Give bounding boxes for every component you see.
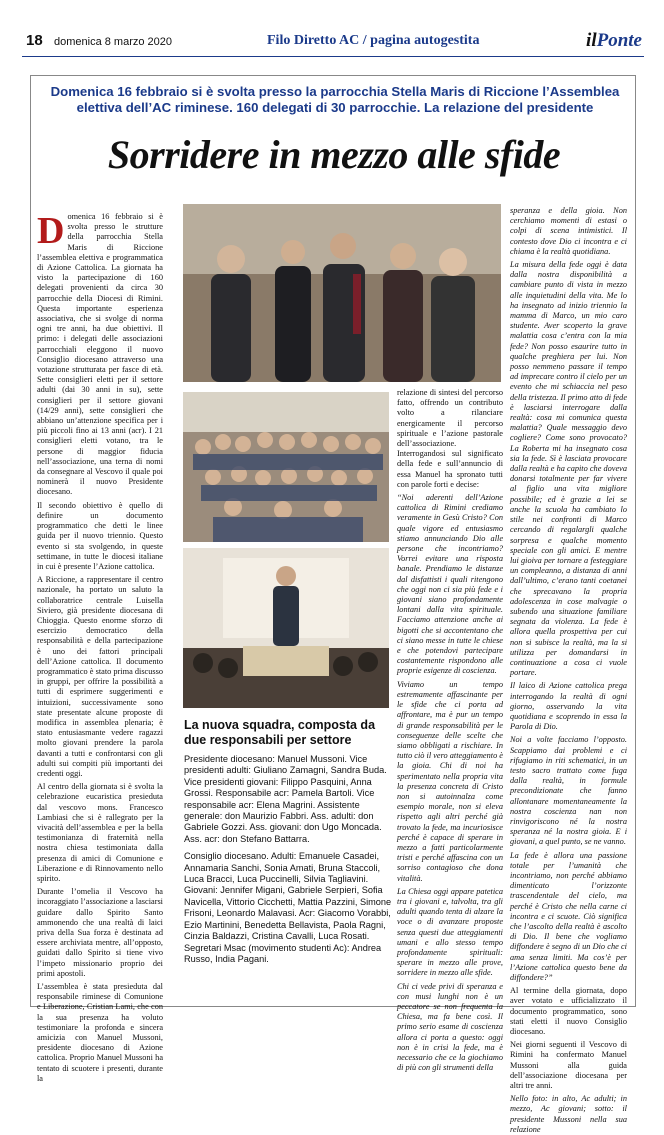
page-header: [22, 30, 644, 57]
roster-paragraph: Consiglio diocesano. Adulti: Emanuele Casadei, Annamaria Sanchi, Sonia Amati, Bruna Staccoli, Luca Bracci, Luca Puccinelli, Silvia Tagliavini. Giovani: Jennifer Migani, Gabriele Serpieri, Sofia Navicella, Vittorio Cicchetti, Mattia Pazzini, Simone Frisoni, Leonardo Malavasi. Acr: Giacomo Vorabbi, Ezio Martinini, Benedetta Bellavista, Paola Ragni, Cinzia Baldazzi, Cristina Cavalli, Luca Rosati. Segretari Msac (movimento studenti Ac): Andrea Russo, India Pagani.: [184, 851, 392, 964]
roster-paragraph: Presidente diocesano: Manuel Mussoni. Vice presidenti adulti: Giuliano Zamagni, Sandra Buda. Vice presidenti giovani: Filippo Pasquini, Anna Grossi. Responsabile acr: Pamela Bartoli. Vice responsabile acr: Elena Magrini. Assistente generale: don Maurizio Fabbri. Ass. adulti: don Gabriele Gozzi. Ass. giovani: don Ugo Moncada. Ass. acr: don Stefano Battarra.: [184, 754, 387, 844]
paragraph: La Chiesa oggi appare patetica tra i giovani e, talvolta, tra gli adulti quando tenta di alzare la voce o di avanzare proposte senza questi due atteggiamenti umani e allo stesso tempo profondamente spirituali: sperare in mezzo alle prove, sorridere in mezzo alle sfide.: [397, 886, 503, 978]
drop-cap: D: [37, 210, 65, 252]
photo-ac-adults-image: [183, 204, 501, 382]
paragraph: Il secondo obiettivo è quello di definire un documento programmatico che detti le linee guida per il nuovo triennio. Questo evento si sta svolgendo, in queste settimane, in tutte le diocesi italiane in cui è presente l’Azione cattolica.: [37, 500, 163, 571]
photo-ac-youth-image: [183, 392, 389, 542]
article-frame: [30, 75, 636, 1134]
article-kicker: Domenica 16 febbraio si è svolta presso la parrocchia Stella Maris di Riccione l’Assemblea elettiva dell’AC riminese. 160 delegati di 30 parrocchie. La relazione del presidente: [50, 84, 620, 115]
paragraph: Nello foto: in alto, Ac adulti; in mezzo, Ac giovani; sotto: il presidente Mussoni nella sua relazione: [510, 1094, 627, 1134]
photo-president-speech-image: [183, 548, 389, 708]
paragraph: Al centro della giornata si è svolta la celebrazione eucaristica presieduta dal vescovo mons. Francesco Lambiasi che si è rallegrato per la vivacità dell’assemblea e per la bella testimonianza di fraternità nella nostra chiesa testimoniata dalla presenza di amici di Comunione e Liberazione e di Rinnovamento nello spirito.: [37, 782, 163, 883]
photo-ac-youth: [183, 392, 389, 542]
paragraph: Chi ci vede privi di speranza e con musi lunghi non è un peccatore se non frequenta la Chiesa, ma fa bene così. Il primo serio esame di coscienza allora ci porta a questo: oggi non è in crisi la fede, ma è necessario che ce la giochiamo di più con gli strumenti della: [397, 981, 503, 1073]
issue-date: domenica 8 marzo 2020: [54, 36, 173, 48]
article-column-1: [37, 210, 163, 1083]
paragraph: Il laico di Azione cattolica prega interrogando la realtà di ogni giorno, osservando la vita quotidiana e scoprendo in essa la Parola di Dio.: [510, 681, 627, 732]
paragraph: Domenica 16 febbraio si è svolta presso le strutture della parrocchia Stella Maris di Riccione l’assemblea elettiva e programmatica di Azione Cattolica. La giornata ha visto la partecipazione di 160 delegati provenienti da circa 30 parrocchie della Diocesi di Rimini. Questa importante esperienza associativa, che si svolge di norma ogni tre anni, ha due obiettivi. Il primo: i delegati delle associazioni parrocchiali eleggono il nuovo Consiglio diocesano attraverso una votazione strutturata per fasce di età. Sette consiglieri eletti per il settore adulti (dai 30 anni in su), sette consiglieri per il settore giovani (14/29 anni), sette consiglieri che abbiano un’attenzione specifica per i più piccoli fino ai 13 anni (acr). I 21 consiglieri eletti votano, tra le persone di maggior fiducia nell’associazione, una terna di nomi da consegnare al Vescovo il quale poi nominerà il nuovo Presidente diocesano.: [37, 210, 163, 497]
team-box-heading: La nuova squadra, composta da due responsabili per settore: [184, 718, 376, 747]
photo-ac-adults: [183, 204, 501, 382]
paragraph: Nei giorni seguenti il Vescovo di Rimini ha confermato Manuel Mussoni alla guida dell’associazione diocesana per altri tre anni.: [510, 1040, 627, 1091]
page-number: 18: [26, 32, 43, 49]
paragraph: “Noi aderenti dell’Azione cattolica di Rimini crediamo veramente in Gesù Cristo? Con quale vigore ed entusiasmo stiamo annunciando Dio alle persone che incontriamo? Vorrei evitare una risposta banale. Prendiamo le distanze dal disfattisti i quali ritengono che oggi non ci sia più fede e i giovani siano profondamente lontani dalla vita spirituale. Facciamo attenzione anche ai bigotti che si accontentano che ci siano messe in tutte le chiese e che potendovi partecipare costantemente rispondono alle proprie esigenze di coscienza.: [397, 493, 503, 676]
paragraph: Viviamo un tempo estremamente affascinante per le sfide che ci porta ad affrontare, ma è pur un tempo di grande responsabilità per le conseguenze delle scelte che siamo obbligati a rischiare. In tutto ciò il vero atteggiamento è la gioia. Chi di noi ha sperimentato nella propria vita la presenza concreta di Cristo non si autoinnalza come esempio morale, non si eleva rispetto agli altri perché già trovato la fede, ma incuriosisce perché è capace di sperare in mezzo a fatti particolarmente tristi e perché affascina con un sorriso contagioso che dona vitalità.: [397, 679, 503, 883]
paragraph: Al termine della giornata, dopo aver votato e ufficializzato il documento programmatico, sono stati eletti il nuovo Consiglio diocesano.: [510, 986, 627, 1037]
section-title: Filo Diretto AC / pagina autogestita: [267, 33, 480, 48]
paragraph: A Riccione, a rappresentare il centro nazionale, ha portato un saluto la collaboratrice centrale Luisella Siviero, già presidente diocesana di Chioggia. Questo enorme sforzo di esercizio democratico della responsabilità e della partecipazione è uno dei fattori principali dell’Azione cattolica. Il documento programmatico è stato prima discusso in gruppi, per offrire la possibilità a tutti di esprimere suggerimenti e intuizioni, successivamente sono state presentate alcune proposte di modifica in assemblea plenaria; è stato entusiasmante vedere ragazzi molto giovani prendere la parola davanti a tutti e confrontarsi con gli adulti sui compiti più importanti dei credenti oggi.: [37, 575, 163, 778]
paragraph: La fede è allora una passione totale per l’umanità che incontriamo, non perché abbiamo dimenticato l’orizzonte trascendentale del cielo, ma perché è Cristo che nella carne ci incontra e ci scuote. Ciò significa che l’ascolto della realtà è ascolto di Dio. Il bene che vogliamo diffondere è segno di un Dio che ci ama senza limiti. Ma cos’è per l’Azione cattolica questo bene da diffondere?”: [510, 850, 627, 983]
paragraph: Noi a volte facciamo l’opposto. Scappiamo dai problemi e ci rifugiamo in riti schematici, in un testo sacro trattato come fuga dalla realtà, in formule precondizionate che fanno allontanare momentaneamente la nostra coscienza nan non rinvigoriscono né la nostra speranza né la nostra gioia. E i giovani, a quel punto, se ne vanno.: [510, 735, 627, 847]
logo-prefix: il: [586, 30, 597, 51]
paragraph: L’assemblea è stata presieduta dal responsabile riminese di Comunione e Liberazione, Cristian Lami, che con la sua presenza ha voluto testimoniare la profonda e sincera amicizia con Manuel Mussoni, presidente diocesano di Azione cattolica. Proprio Manuel Mussoni ha tentato di scuotere i presenti, durante la: [37, 982, 163, 1083]
paragraph: relazione di sintesi del percorso fatto, offrendo un contributo volto a rilanciare energicamente il percorso spirituale e l’azione pastorale dell’associazione. Interrogandosi sul significato della fede e sull’annuncio di essa Manuel ha spronato tutti con parole forti e decise:: [397, 388, 503, 489]
photo-president-speech: [183, 548, 389, 708]
paragraph: speranza e della gioia. Non cerchiamo momenti di estasi o colpi di scena intimistici. Il contesto dove Dio ci incontra e ci chiama è la realtà quotidiana.: [510, 206, 627, 256]
article-title: Sorridere in mezzo alle sfide: [107, 132, 561, 177]
article-column-4: [510, 206, 627, 1134]
team-roster: [184, 754, 394, 971]
newspaper-logo: [586, 30, 642, 52]
logo-name: Ponte: [596, 30, 642, 51]
paragraph: La misura della fede oggi è data dalla nostra disponibilità a cambiare punto di vista in mezzo alle inquietudini della vita. Me lo ha insegnato ad inizio triennio la mamma di Marco, un mio caro studente. Aver scoperto la grave malattia cosa c’entra con la mia fede? Non posso esaurire tutto in qualche preghiera per lui. Non posso nemmeno passare il tempo ad imprecare contro il cielo per un evento che mi schiaccia nel peso della tristezza. Il primo atto di fede è lasciarsi interrogare dalla realtà: cosa mi comunica questa malattia? Quale messaggio devo cogliere? Come sono provocato? La Roberta mi ha insegnato cosa sia la fede. Sì è lasciata provocare dalla realtà e ha capito che doveva donarsi totalmente per far vivere al figlio una vita migliore possibile; ed è grazie a lei se anche la scuola ha cambiato lo stile nei confronti di Marco cercando di regalargli qualche sorpresa e qualche momento speciale con gli amici. E mentre lui gioiva per tornare a festeggiare un compleanno, a distanza di anni dall’ultimo, c’erano tanti coetanei che sprecavano la propria adolescenza in cose malvagie o subendo una situazione familiare segnata da violenza. La fede è allora quella prospettiva per cui non si subisce la realtà, ma la si utilizza per domandarsi in continuazione a cosa ci vuole portare.: [510, 260, 627, 678]
article-column-3: [397, 388, 503, 1073]
paragraph: Durante l’omelia il Vescovo ha incoraggiato l’associazione a lasciarsi guidare dallo Spirito Santo ammonendo che una realtà di laici priva della Sua forza è destinata ad essere archiviata mentre, all’opposto, guidati dallo Spirito si tiene vivo l’impeto missionario proprio dei primi apostoli.: [37, 887, 163, 978]
